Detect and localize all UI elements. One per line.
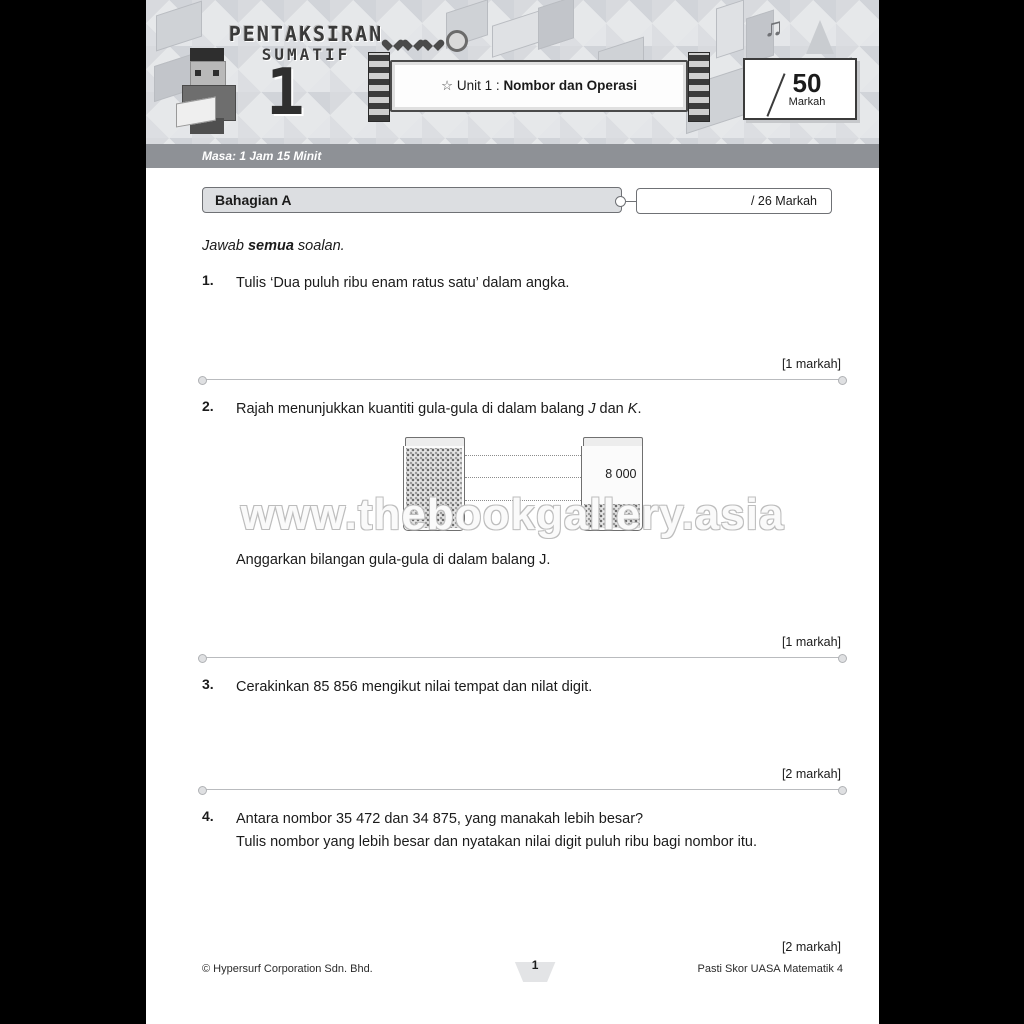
question-marks: [2 markah] (781, 940, 841, 955)
question-3 (202, 676, 843, 790)
heart-icon (406, 35, 420, 48)
unit-banner (368, 60, 710, 112)
section-tag-label: Bahagian A (215, 192, 292, 208)
question-text: Tulis ‘Dua puluh ribu enam ratus satu’ dalam angka. (236, 275, 570, 291)
section-header (202, 186, 843, 214)
total-marks-value: 50 (792, 68, 822, 98)
watermark: www.thebookgallery.asia (240, 490, 785, 539)
worksheet-page (146, 0, 879, 1024)
question-number: 3. (202, 675, 214, 692)
page-banner (146, 0, 879, 144)
question-divider (202, 379, 843, 380)
question-text: Rajah menunjukkan kuantiti gula-gula di dalam balang J dan K. (236, 401, 642, 418)
page-footer (202, 956, 843, 982)
unit-label-bold: Nombor dan Operasi (503, 78, 637, 93)
section-marks-label: / 26 Markah (750, 194, 817, 208)
banner-title-main: PENTAKSIRAN (228, 22, 384, 46)
question-marks: [2 markah] (781, 766, 841, 781)
question-subtext: Tulis nombor yang lebih besar dan nyatakan nilai digit puluh ribu bagi nombor itu. (236, 833, 757, 850)
music-note-icon: ♫ (764, 12, 784, 42)
footer-copyright: © Hypersurf Corporation Sdn. Bhd. (202, 963, 373, 975)
banner-post-left (368, 52, 390, 122)
unit-number: 1 (266, 56, 305, 130)
tree-icon (806, 20, 834, 54)
question-text: Antara nombor 35 472 dan 34 875, yang manakah lebih besar? (236, 810, 644, 827)
total-marks-label: Markah (788, 96, 826, 108)
star-icon: ☆ (441, 78, 454, 93)
instruction-post: soalan. (293, 238, 345, 254)
tag-knob-icon (615, 196, 626, 207)
question-number: 4. (202, 807, 214, 824)
instruction-bold: semua (247, 238, 294, 254)
question-number: 1. (202, 272, 214, 288)
heart-icon (426, 35, 440, 48)
section-tag (202, 187, 622, 213)
question-marks: [1 markah] (781, 357, 841, 372)
section-marks-box (636, 188, 832, 214)
avatar (174, 48, 252, 134)
page-number-badge (512, 956, 558, 982)
question-text: Cerakinkan 85 856 mengikut nilai tempat dan nilat digit. (236, 678, 593, 695)
hearts-group (386, 30, 468, 52)
banner-title-sub: SUMATIF (261, 45, 351, 64)
question-1 (202, 272, 843, 380)
page-content (146, 168, 879, 954)
footer-title: Pasti Skor UASA Matematik 4 (697, 963, 843, 975)
question-divider (202, 789, 843, 790)
question-4 (202, 808, 843, 954)
jar-k-value: 8 000 (605, 467, 637, 482)
question-number: 2. (202, 398, 214, 415)
question-2 (202, 398, 843, 657)
question-marks: [1 markah] (781, 634, 841, 649)
time-bar (146, 144, 879, 168)
jars-figure (202, 429, 843, 539)
jar-link-dots (465, 455, 581, 501)
jar-j (403, 437, 465, 533)
answer-space[interactable] (202, 699, 843, 767)
unit-banner-plate (390, 60, 688, 112)
heart-icon (386, 35, 400, 48)
jar-k (581, 437, 643, 533)
page-number: 1 (531, 958, 539, 972)
disc-icon (446, 30, 468, 52)
question-divider (202, 657, 843, 658)
banner-post-right (688, 52, 710, 122)
question-subtext: Anggarkan bilangan gula-gula di dalam balang J. (236, 552, 551, 569)
instruction-text (202, 238, 843, 254)
deco-block (716, 0, 744, 59)
answer-space[interactable] (202, 295, 843, 357)
unit-label-prefix: Unit 1 : (456, 78, 504, 93)
answer-space[interactable] (202, 854, 843, 940)
time-bar-text: Masa: 1 Jam 15 Minit (202, 149, 322, 163)
answer-space[interactable] (202, 573, 843, 635)
total-marks-box (743, 58, 857, 120)
instruction-pre: Jawab (202, 238, 248, 254)
